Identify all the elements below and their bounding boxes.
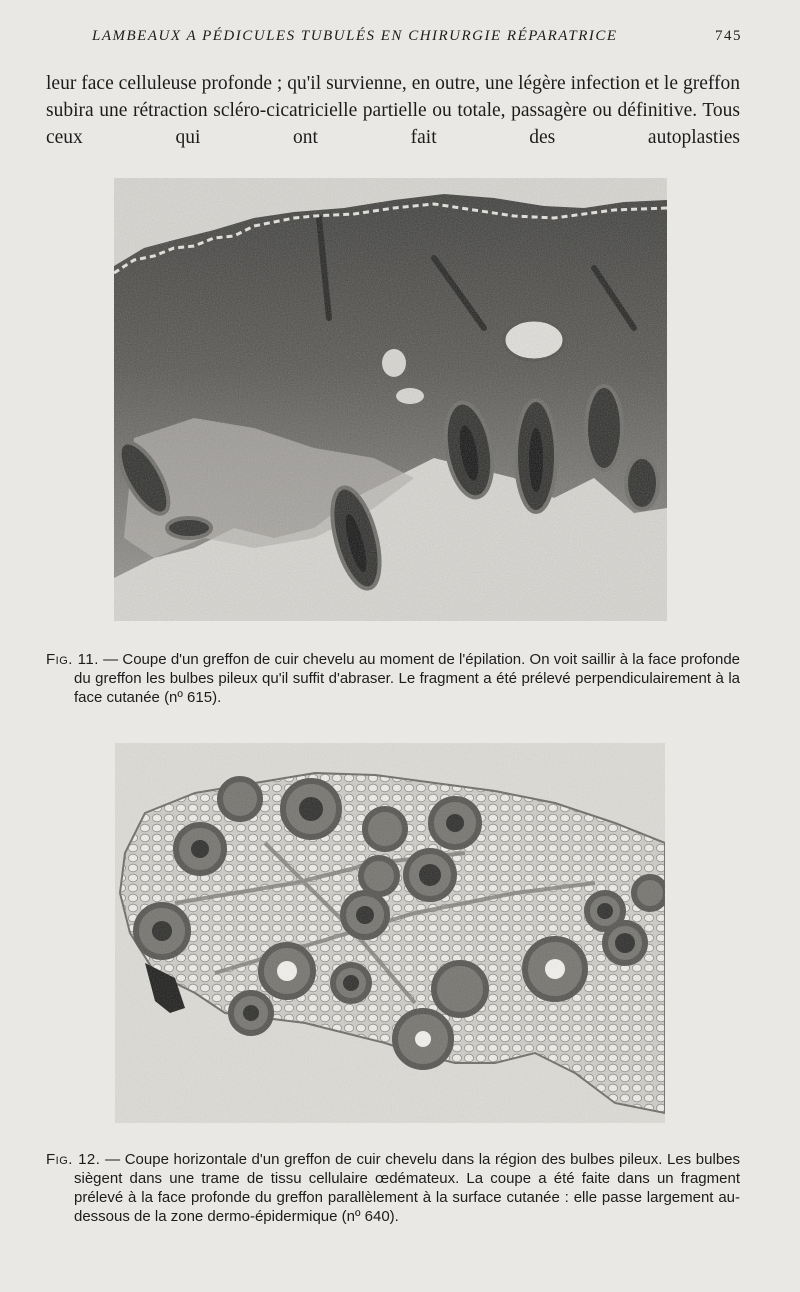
figure-11-micrograph [114,178,667,621]
figure-11-caption [46,650,740,707]
figure-12-caption-text: — Coupe horizontale d'un greffon de cuir chevelu dans la région des bulbes pileux. Les bulbes siègent dans une trame de tissu cellulaire œdémateux. La coupe a été faite dans un fragment prélevé à la face profonde du greffon parallèlement à la surface cutanée : elle passe largement au-dessous de la zone dermo-épidermique (nº 640). [74,1151,740,1225]
figure-12-caption [46,1150,740,1226]
page-number: 745 [715,28,742,44]
figure-11-label: Fig. 11. [46,651,99,668]
figure-12-label: Fig. 12. [46,1151,101,1168]
running-header [92,28,742,50]
running-title: LAMBEAUX A PÉDICULES TUBULÉS EN CHIRURGIE RÉPARATRICE [92,28,618,44]
body-paragraph [46,70,740,151]
figure-12-micrograph [115,743,665,1123]
paragraph-text: leur face celluleuse profonde ; qu'il survienne, en outre, une légère infection et le greffon subira une rétraction scléro-cicatricielle partielle ou totale, passagère ou définitive. Tous ceux qui ont fait des autoplasties [46,73,740,148]
figure-11-caption-text: — Coupe d'un greffon de cuir chevelu au moment de l'épilation. On voit saillir à la face profonde du greffon les bulbes pileux qu'il suffit d'abraser. Le fragment a été prélevé perpendiculairement à la face cutanée (nº 615). [74,651,740,706]
